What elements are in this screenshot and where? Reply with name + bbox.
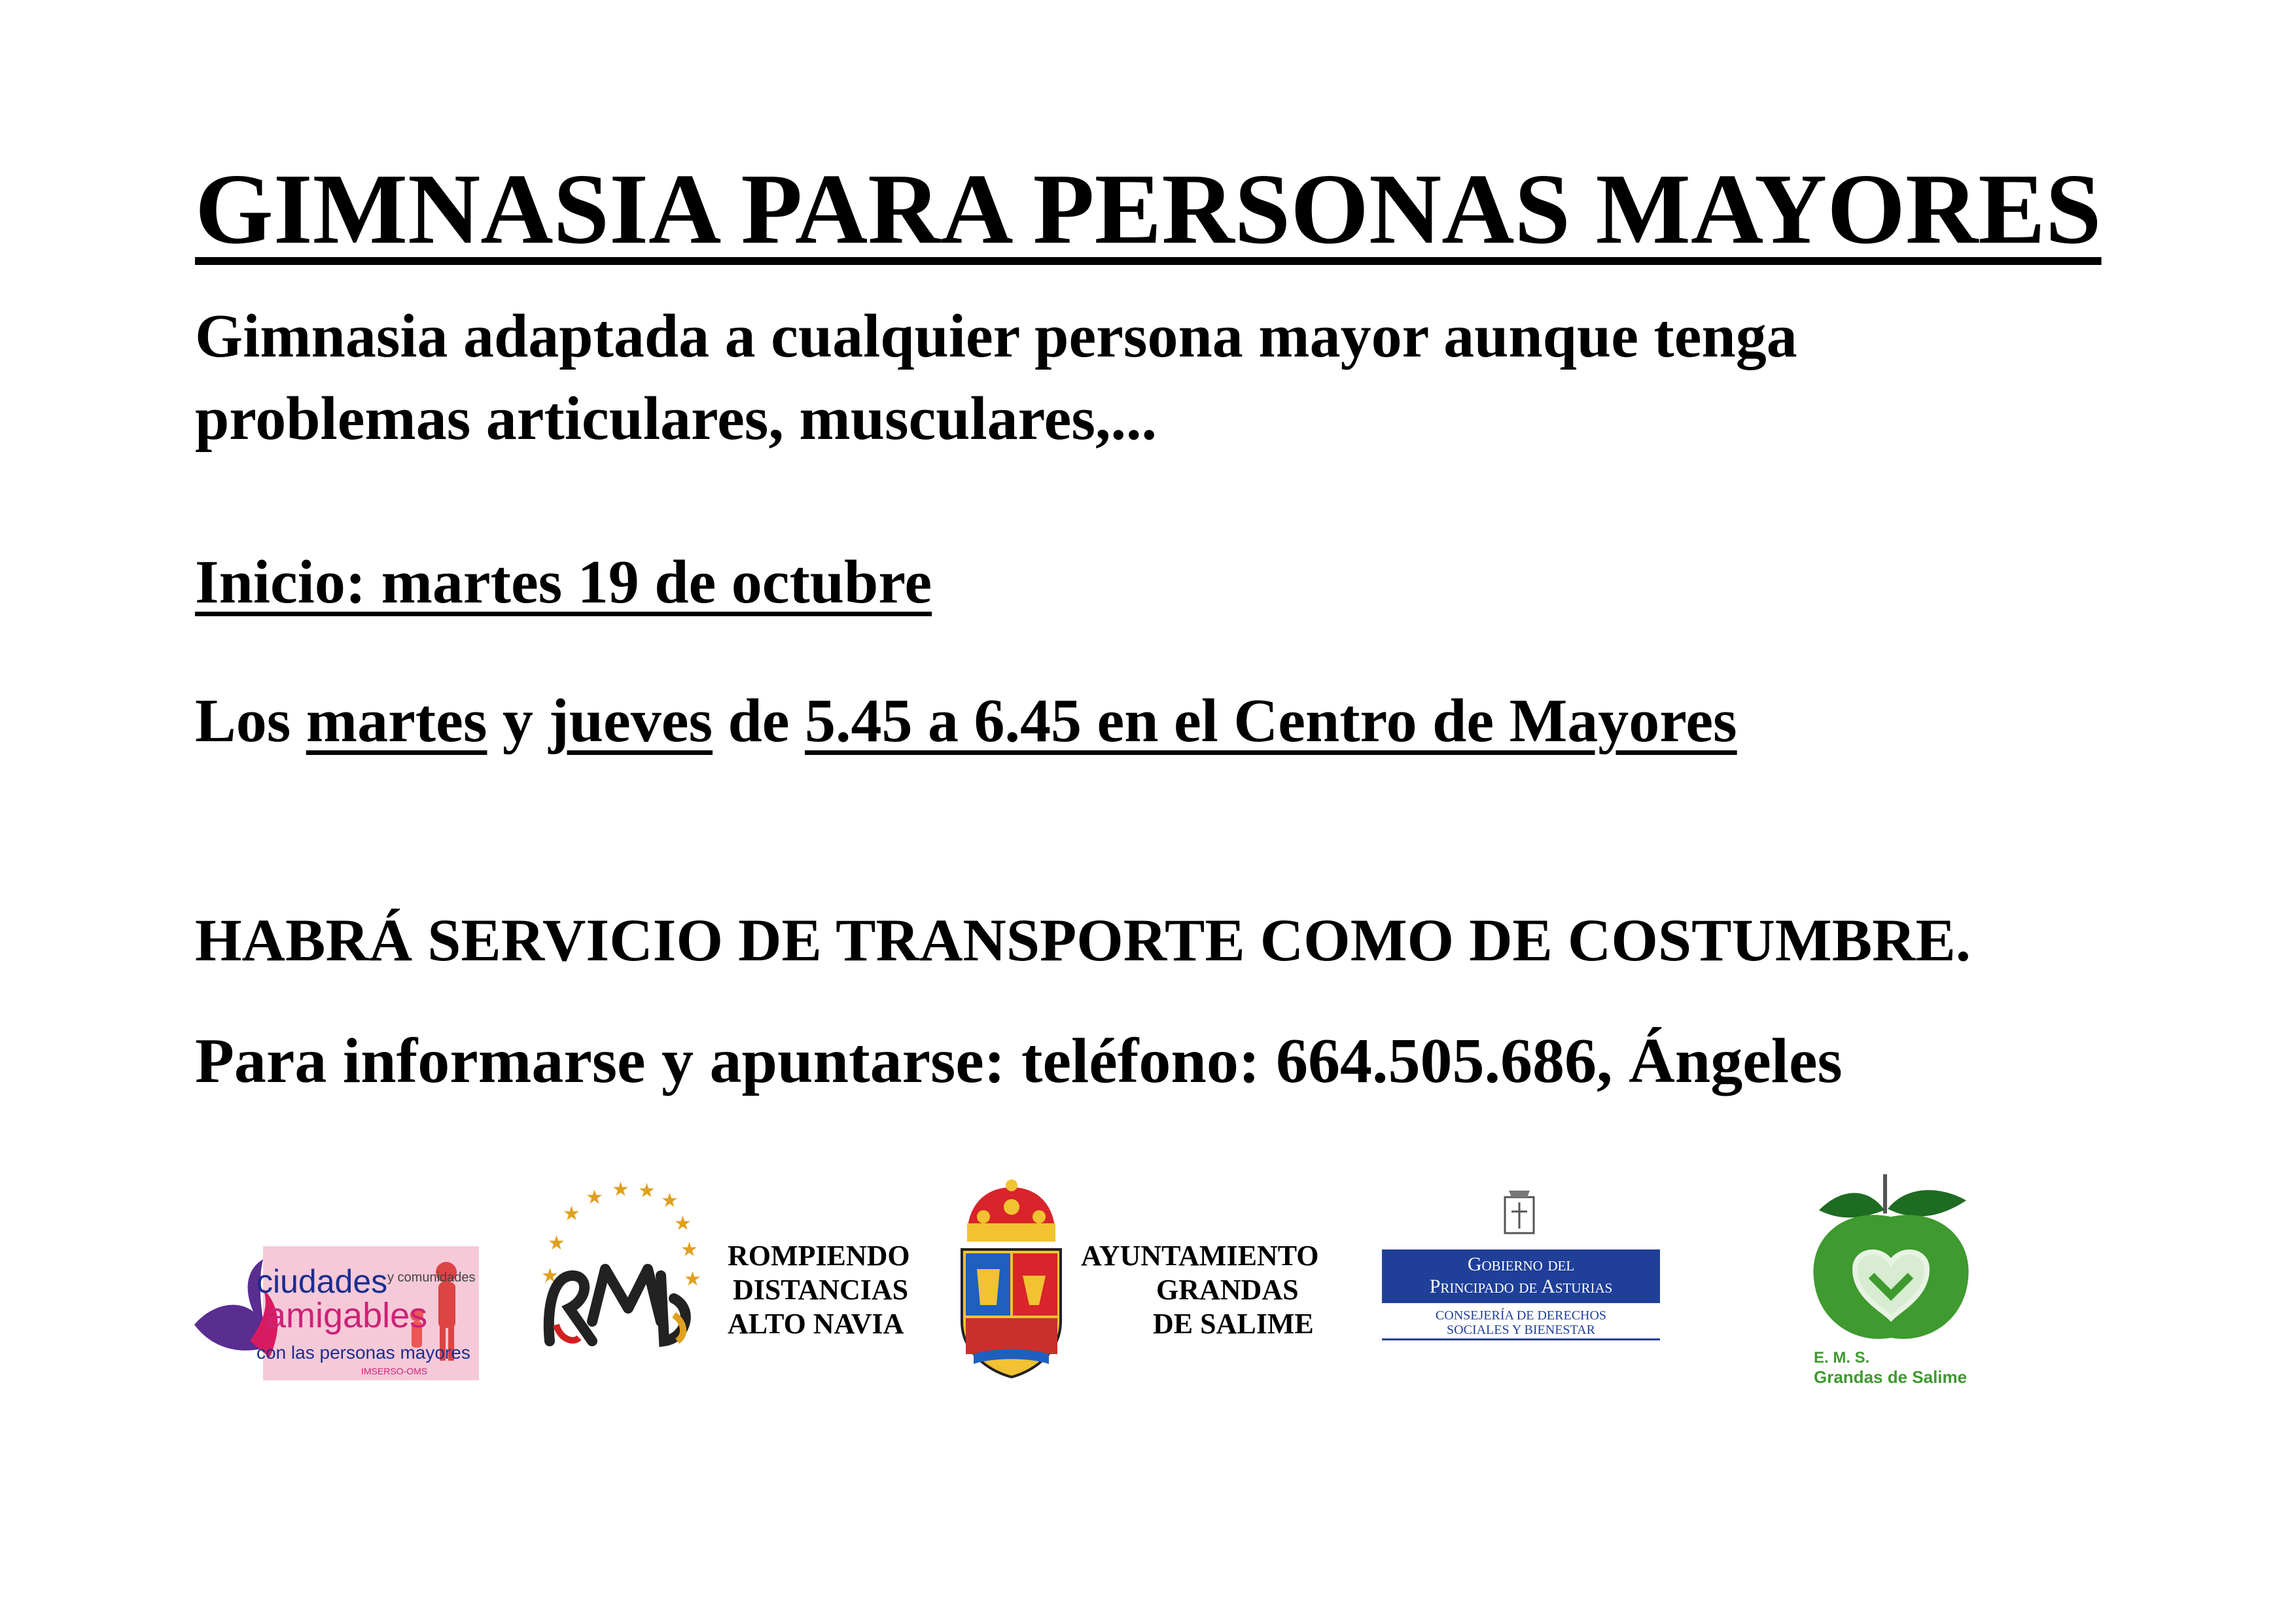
ayuntamiento-line3: DE SALIME — [1153, 1308, 1314, 1340]
svg-text:★: ★ — [680, 1239, 698, 1261]
schedule-day-tuesday: martes — [306, 687, 487, 755]
svg-text:★: ★ — [674, 1213, 692, 1234]
svg-text:★: ★ — [586, 1187, 603, 1208]
schedule-day-thursday: jueves — [548, 687, 713, 755]
rmd-graphic — [533, 1178, 703, 1361]
ciudades-line1: ciudades — [256, 1263, 388, 1300]
ayuntamiento-line1: AYUNTAMIENTO — [1081, 1240, 1319, 1272]
rompiendo-line2: DISTANCIAS — [733, 1274, 909, 1306]
schedule-line — [195, 680, 1737, 761]
schedule-time-place: 5.45 a 6.45 en el Centro de Mayores — [805, 687, 1737, 755]
ciudades-amigables-logo — [191, 1243, 486, 1384]
start-date: Inicio: martes 19 de octubre — [195, 548, 932, 616]
ciudades-small: y comunidades — [387, 1270, 476, 1285]
grandas-coat-of-arms — [954, 1178, 1069, 1380]
rmd-logo — [533, 1178, 703, 1361]
principado-crest-icon — [1500, 1184, 1539, 1236]
principado-line4: SOCIALES Y BIENESTAR — [1447, 1323, 1595, 1337]
svg-text:★: ★ — [638, 1180, 656, 1202]
ciudades-line4: IMSERSO-OMS — [361, 1366, 428, 1376]
ciudades-line3: con las personas mayores — [256, 1342, 470, 1363]
transport-notice: HABRÁ SERVICIO DE TRANSPORTE COMO DE COSTUMBRE. — [195, 907, 1971, 973]
ems-apple-icon — [1793, 1171, 1989, 1354]
contact-info: Para informarse y apuntarse: teléfono: 664.505.686, Ángeles — [195, 1026, 1843, 1096]
rompiendo-line3: ALTO NAVIA — [728, 1308, 904, 1340]
svg-text:★: ★ — [612, 1179, 629, 1200]
svg-text:★: ★ — [661, 1190, 679, 1212]
rompiendo-distancias-text — [728, 1239, 910, 1341]
description-line-2: problemas articulares, musculares,... — [195, 385, 1157, 453]
principado-banner — [1382, 1249, 1660, 1303]
ems-line1: E. M. S. — [1814, 1349, 1870, 1367]
principado-line2: Principado de Asturias — [1429, 1276, 1613, 1297]
ciudades-line2: amigables — [266, 1296, 428, 1335]
ayuntamiento-text — [1081, 1239, 1318, 1341]
rompiendo-line1: ROMPIENDO — [728, 1240, 910, 1272]
svg-text:★: ★ — [563, 1203, 580, 1225]
svg-text:★: ★ — [548, 1232, 565, 1254]
principado-asturias-logo — [1382, 1184, 1660, 1341]
schedule-and: y — [487, 687, 549, 755]
ems-logo — [1793, 1171, 1989, 1393]
coat-of-arms-graphic — [954, 1178, 1069, 1380]
svg-text:★: ★ — [541, 1265, 559, 1287]
principado-line3: CONSEJERÍA DE DERECHOS — [1435, 1308, 1607, 1323]
principado-line1: Gobierno del — [1467, 1253, 1575, 1275]
schedule-de: de — [713, 687, 805, 755]
principado-rule — [1382, 1338, 1660, 1340]
schedule-prefix: Los — [195, 687, 306, 755]
ems-line2: Grandas de Salime — [1814, 1367, 1968, 1387]
description-line-1: Gimnasia adaptada a cualquier persona mayor aunque tenga — [195, 302, 1797, 370]
page-title: GIMNASIA PARA PERSONAS MAYORES — [195, 154, 2102, 265]
svg-text:★: ★ — [684, 1268, 701, 1290]
ayuntamiento-line2: GRANDAS — [1156, 1274, 1299, 1306]
